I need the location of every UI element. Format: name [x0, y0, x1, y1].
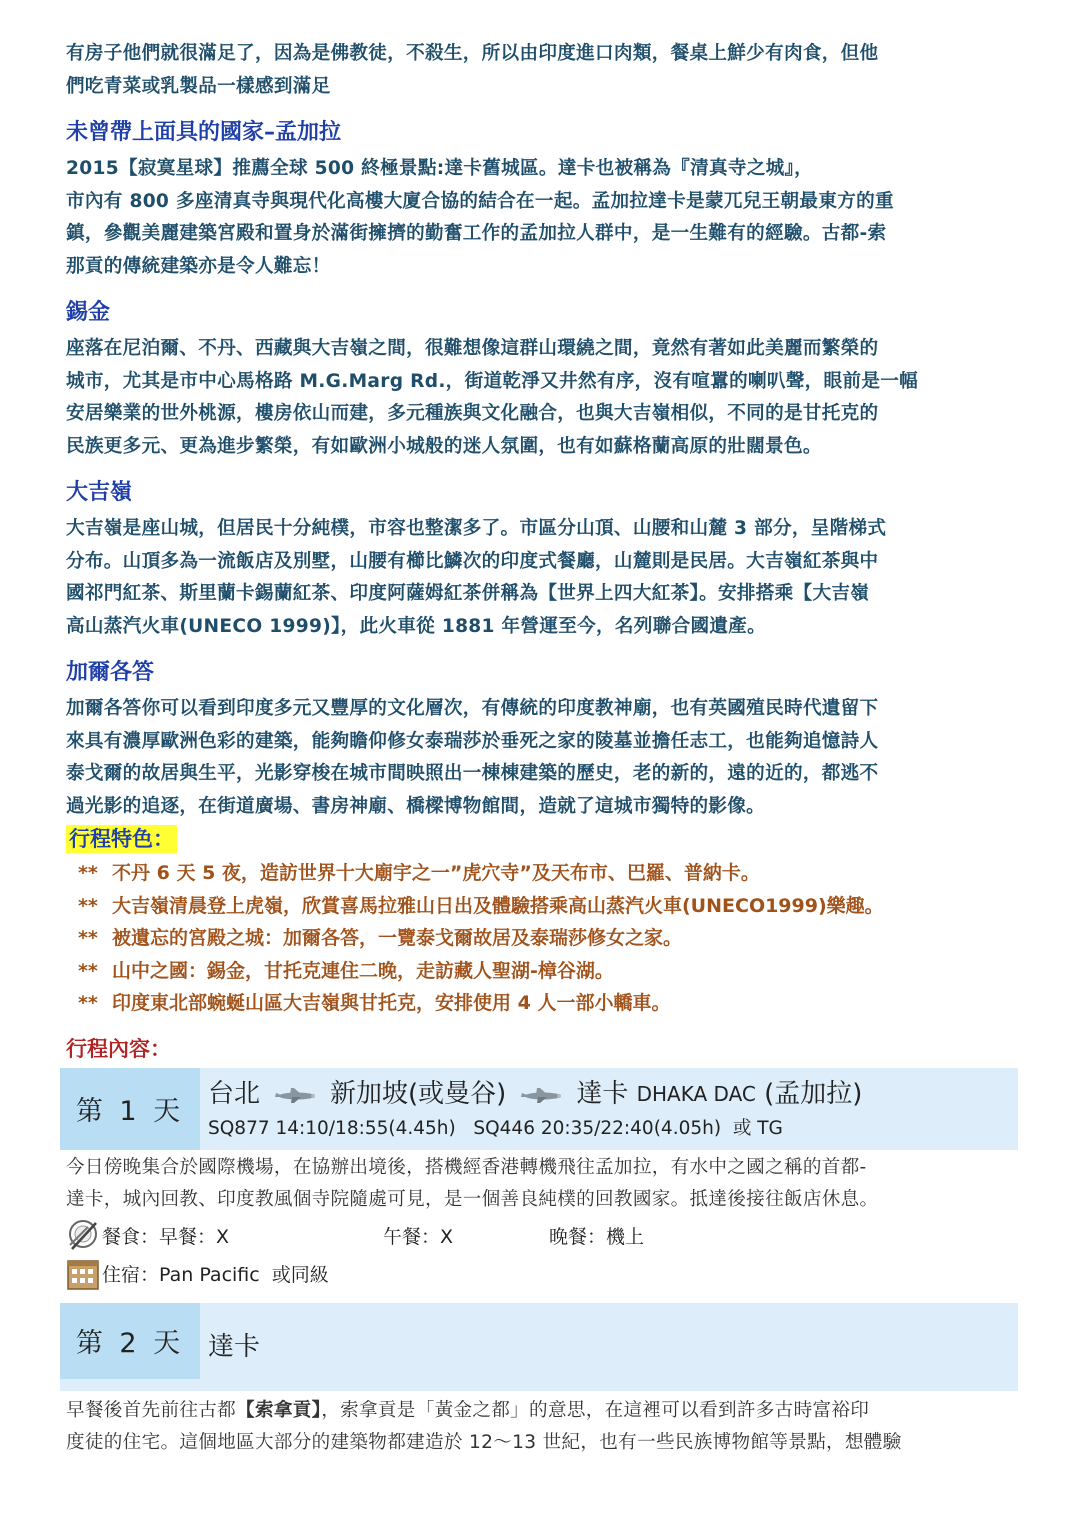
section-heading: 大吉嶺	[66, 480, 133, 505]
text-run: 早餐後首先前往古都	[66, 1399, 237, 1421]
paragraph-line: 今日傍晚集合於國際機場，在協辦出境後，搭機經香港轉機飛往孟加拉，有水中之國之稱的首都-	[66, 1156, 867, 1178]
feature-item	[66, 922, 1010, 955]
intro-line: 們吃青菜或乳製品一樣感到滿足	[66, 75, 331, 97]
paragraph-line: 安居樂業的世外桃源，樓房依山而建，多元種族與文化融合，也與大吉嶺相似，不同的是甘托克的	[66, 403, 879, 424]
day-label: 第 1 天	[60, 1068, 200, 1150]
section-heading: 未曾帶上面具的國家–孟加拉	[66, 120, 342, 145]
section-kolkata	[66, 657, 1010, 823]
feature-text: 印度東北部蜿蜒山區大吉嶺與甘托克，安排使用 4 人一部小轎車。	[112, 992, 671, 1014]
itinerary-title: 行程內容：	[66, 1036, 171, 1061]
hotel-icon	[66, 1257, 100, 1291]
bullet: **	[78, 959, 98, 982]
section-darjeeling	[66, 477, 1010, 643]
airplane-icon	[272, 1084, 318, 1104]
route-line	[208, 1074, 862, 1114]
section-paragraph	[66, 693, 1010, 823]
paragraph-line: 加爾各答你可以看到印度多元又豐厚的文化層次，有傳統的印度教神廟，也有英國殖民時代遺留下	[66, 698, 879, 719]
paragraph-line: 民族更多元、更為進步繁榮，有如歐洲小城般的迷人氛圍，也有如蘇格蘭高原的壯闊景色。	[66, 435, 822, 457]
day-1-header	[60, 1068, 1018, 1150]
section-heading: 加爾各答	[66, 660, 155, 685]
meal-row	[66, 1217, 1010, 1255]
feature-text: 不丹 6 天 5 夜，造訪世界十大廟宇之一”虎穴寺”及天布市、巴羅、普納卡。	[112, 862, 760, 884]
day-2-description	[66, 1395, 1010, 1460]
paragraph-line: 大吉嶺是座山城，但居民十分純樸，市容也整潔多了。市區分山頂、山腰和山麓 3 部分，呈階梯式	[66, 518, 887, 539]
paragraph-line: 分布。山頂多為一流飯店及別墅，山腰有櫛比鱗次的印度式餐廳，山麓則是民居。大吉嶺紅茶與中	[66, 550, 879, 572]
section-bangladesh	[66, 117, 1010, 283]
utensils-icon	[66, 1219, 100, 1253]
features-title: 行程特色：	[66, 825, 177, 853]
hotel-row	[66, 1255, 1010, 1293]
feature-item	[66, 857, 1010, 890]
section-paragraph	[66, 513, 1010, 643]
route-destination-country: (孟加拉)	[764, 1078, 863, 1109]
paragraph-line: 市內有 800 多座清真寺與現代化高樓大廈合協的結合在一起。孟加拉達卡是蒙兀兒王朝最東方的重	[66, 190, 894, 212]
hotel-text: 住宿：Pan Pacific 或同級	[102, 1264, 329, 1286]
day-1-description	[66, 1152, 1010, 1217]
section-heading: 錫金	[66, 300, 111, 325]
feature-item	[66, 955, 1010, 988]
meal-breakfast: 早餐：X	[159, 1226, 230, 1248]
paragraph-line: 達卡，城內回教、印度教風個寺院隨處可見，是一個善良純樸的回教國家。抵達後接往飯店休息。	[66, 1189, 879, 1210]
paragraph-line: 泰戈爾的故居與生平，光影穿梭在城市間映照出一棟棟建築的歷史，老的新的，遠的近的，都逃不	[66, 763, 879, 784]
bullet: **	[78, 894, 98, 917]
bullet: **	[78, 862, 98, 884]
paragraph-line: 度徒的住宅。這個地區大部分的建築物都建造於 12～13 世紀，也有一些民族博物館等景點，想體驗	[66, 1432, 902, 1453]
feature-text: 被遺忘的宮殿之城：加爾各答，一覽泰戈爾故居及泰瑞莎修女之家。	[112, 927, 683, 949]
feature-item	[66, 987, 1010, 1020]
section-paragraph	[66, 153, 1010, 283]
paragraph-line: 國祁門紅茶、斯里蘭卡錫蘭紅茶、印度阿薩姆紅茶併稱為【世界上四大紅茶】。安排搭乘【大吉嶺	[66, 583, 870, 604]
route-place: 達卡	[208, 1331, 261, 1362]
feature-text: 山中之國：錫金，甘托克連住二晚，走訪藏人聖湖-樟谷湖。	[112, 959, 614, 982]
section-sikkim	[66, 297, 1010, 463]
intro-line: 有房子他們就很滿足了，因為是佛教徒，不殺生，所以由印度進口肉類，餐桌上鮮少有肉食，但他	[66, 43, 879, 64]
feature-item	[66, 890, 1010, 923]
flight-info: SQ877 14:10/18:55(4.45h) SQ446 20:35/22:40(4.05h) 或 TG	[208, 1117, 783, 1139]
bullet: **	[78, 992, 98, 1014]
day-route	[200, 1068, 870, 1150]
features-block	[66, 823, 1010, 1020]
day-route	[200, 1303, 268, 1391]
route-destination-code: DHAKA DAC	[636, 1081, 756, 1106]
text-bold: 【索拿貢】	[236, 1399, 322, 1421]
paragraph-line: 座落在尼泊爾、不丹、西藏與大吉嶺之間，很難想像這群山環繞之間，竟然有著如此美麗而繁榮的	[66, 338, 879, 359]
feature-text: 大吉嶺清晨登上虎嶺，欣賞喜馬拉雅山日出及體驗搭乘高山蒸汽火車(UNECO1999)樂趣。	[112, 894, 884, 917]
intro-paragraph	[66, 38, 1010, 103]
paragraph-line: 鎮，參觀美麗建築宮殿和置身於滿街擁擠的勤奮工作的孟加拉人群中，是一生難有的經驗。古都-索	[66, 223, 887, 244]
bullet: **	[78, 927, 98, 949]
route-via: 新加坡(或曼谷)	[330, 1078, 507, 1109]
paragraph-line: 過光影的追逐，在街道廣場、書房神廟、橋樑博物館間，造就了這城市獨特的影像。	[66, 795, 766, 817]
meal-dinner: 晚餐：機上	[549, 1226, 645, 1248]
day-2-header	[60, 1303, 1018, 1391]
paragraph-line: 2015【寂寞星球】推薦全球 500 終極景點:達卡舊城區。達卡也被稱為『清真寺之城』，	[66, 158, 814, 179]
paragraph-line: 高山蒸汽火車(UNECO 1999)】，此火車從 1881 年營運至今，名列聯合國遺產。	[66, 615, 767, 637]
meal-prefix: 餐食：	[102, 1226, 160, 1248]
airplane-icon	[518, 1084, 564, 1104]
section-paragraph	[66, 333, 1010, 463]
meal-lunch: 午餐：X	[383, 1226, 454, 1248]
text-run: ，索拿貢是「黃金之都」的意思，在這裡可以看到許多古時富裕印	[321, 1399, 870, 1421]
route-origin: 台北	[208, 1078, 261, 1109]
route-destination: 達卡	[576, 1078, 629, 1109]
paragraph-line: 來具有濃厚歐洲色彩的建築，能夠瞻仰修女泰瑞莎於垂死之家的陵墓並擔任志工，也能夠追憶詩人	[66, 730, 879, 752]
paragraph-line: 城市，尤其是市中心馬格路 M.G.Marg Rd.，街道乾淨又井然有序，沒有喧囂的喇叭聲，眼前是一幅	[66, 370, 919, 392]
paragraph-line: 那貢的傳統建築亦是令人難忘！	[66, 255, 331, 277]
features-list	[66, 857, 1010, 1020]
day-label: 第 2 天	[60, 1303, 200, 1379]
